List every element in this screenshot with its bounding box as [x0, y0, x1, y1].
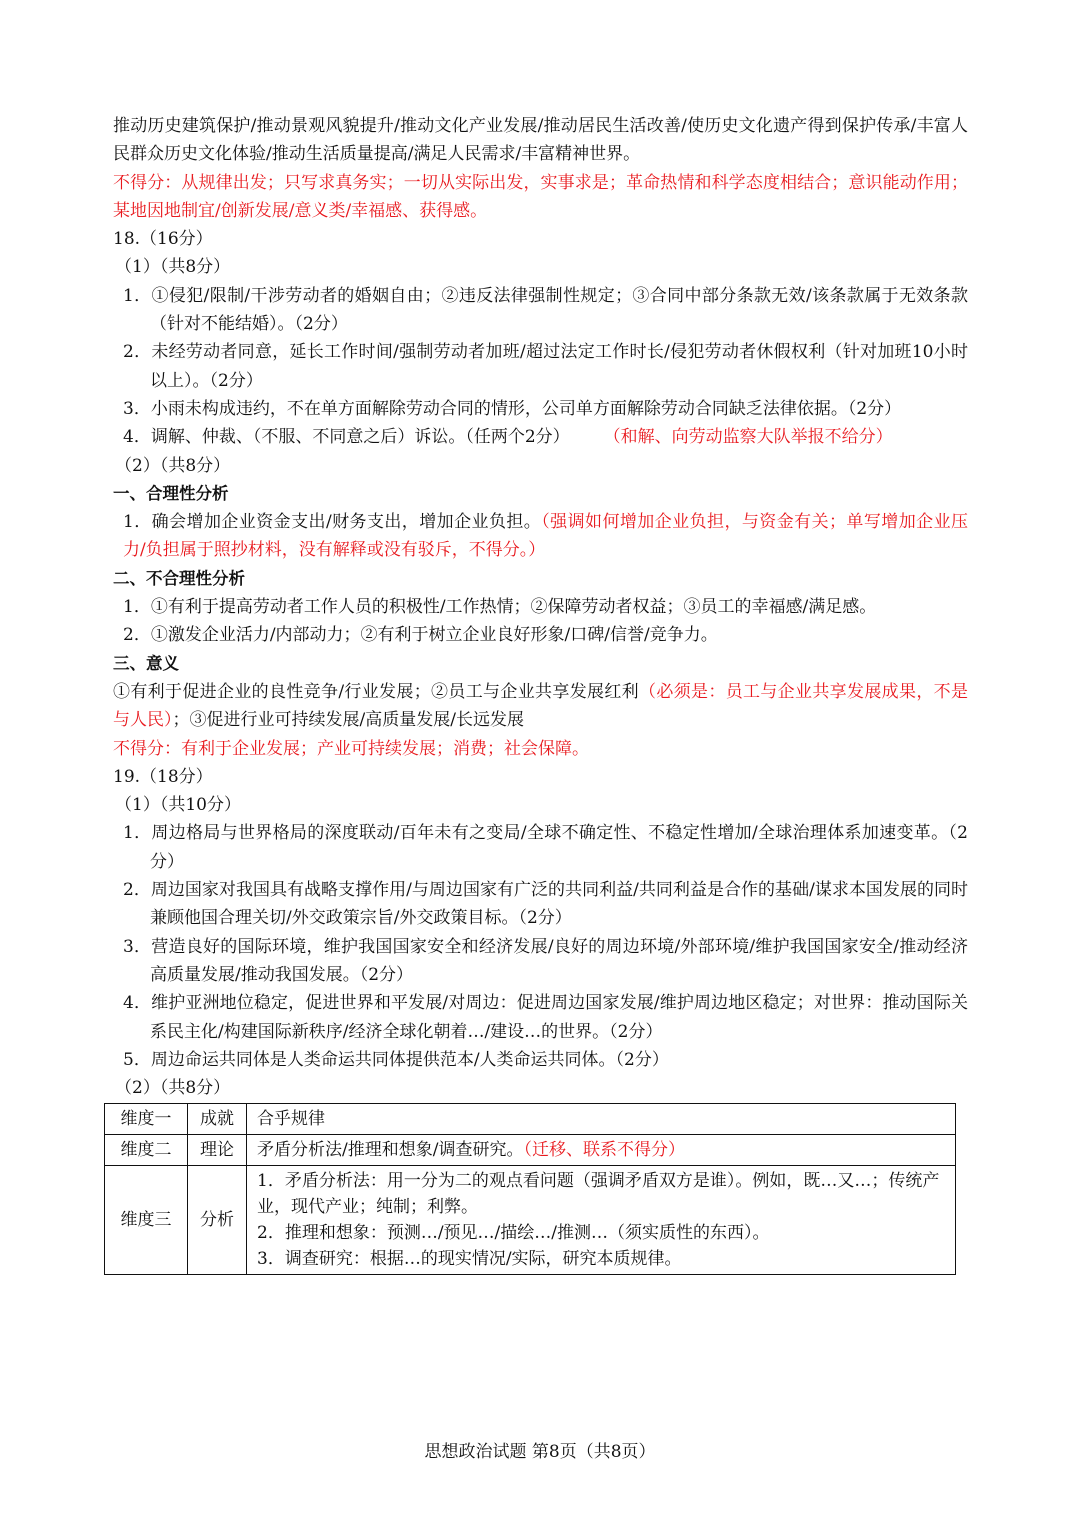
top-nodeduct: 不得分：从规律出发；只写求真务实；一切从实际出发，实事求是；革命热情和科学态度相结合；意识能动作用；某地因地制宜/创新发展/意义类/幸福感、获得感。 [113, 172, 968, 221]
q18-item-4 [113, 423, 968, 451]
q19-item-5: 5．周边命运共同体是人类命运共同体提供范本/人类命运共同体。（2分） [123, 1049, 669, 1070]
table-cell: 分析 [188, 1166, 247, 1275]
table-cell-note: （迁移、联系不得分） [523, 1140, 685, 1161]
q18-item-2: 2．未经劳动者同意，延长工作时间/强制劳动者加班/超过法定工作时长/侵犯劳动者休假权利（针对加班10小时以上）。（2分） [123, 342, 968, 391]
q18-item-3: 3．小雨未构成违约，不在单方面解除劳动合同的情形，公司单方面解除劳动合同缺乏法律依据。（2分） [123, 398, 902, 419]
table-cell-line: 3．调查研究：根据…的现实情况/实际，研究本质规律。 [257, 1249, 682, 1270]
q19-title: 19.（18分） [113, 766, 213, 787]
table-row [105, 1104, 956, 1135]
dimension-table [104, 1103, 956, 1275]
table-cell [247, 1135, 956, 1166]
section3-note: （必须是：员工与企业共享发展成果，不是与人民） [113, 681, 969, 731]
page-footer: 思想政治试题 第8页（共8页） [424, 1442, 656, 1462]
section2-item-2: 2．①激发企业活力/内部动力；②有利于树立企业良好形象/口碑/信誉/竞争力。 [123, 625, 718, 646]
table-cell-line: 1．矛盾分析法：用一分为二的观点看问题（强调矛盾双方是谁）。例如，既…又…；传统产业，现代产业；纯制；利弊。 [257, 1171, 940, 1218]
q19-part2: （2）（共8分） [115, 1078, 231, 1099]
section1-item-note: （强调如何增加企业负担，与资金有关；单写增加企业压力/负担属于照抄材料，没有解释或没有驳斥，不得分。） [123, 512, 968, 561]
q18-part1: （1）（共8分） [115, 257, 231, 278]
table-cell: 维度一 [105, 1104, 188, 1135]
top-text: 推动历史建筑保护/推动景观风貌提升/推动文化产业发展/推动居民生活改善/使历史文化遗产得到保护传承/丰富人民群众历史文化体验/推动生活质量提高/满足人民需求/丰富精神世界。 [113, 116, 968, 165]
table-cell: 维度二 [105, 1135, 188, 1166]
section2-item-1: 1．①有利于提高劳动者工作人员的积极性/工作热情；②保障劳动者权益；③员工的幸福感/满足感。 [123, 597, 877, 618]
table-cell [247, 1166, 956, 1275]
q18-item-1: 1．①侵犯/限制/干涉劳动者的婚姻自由；②违反法律强制性规定；③合同中部分条款无效/该条款属于无效条款（针对不能结婚）。（2分） [123, 285, 968, 335]
q19-item-1: 1．周边格局与世界格局的深度联动/百年未有之变局/全球不确定性、不稳定性增加/全球治理体系加速变革。（2分） [123, 823, 968, 872]
q18-item-4-note: （和解、向劳动监察大队举报不给分） [603, 427, 893, 448]
q18-item-4-text: 4．调解、仲裁、（不服、不同意之后）诉讼。（任两个2分） [123, 427, 570, 448]
table-cell: 成就 [188, 1104, 247, 1135]
q19-item-2: 2．周边国家对我国具有战略支撑作用/与周边国家有广泛的共同利益/共同利益是合作的基础/谋求本国发展的同时兼顾他国合理关切/外交政策宗旨/外交政策目标。（2分） [123, 880, 968, 929]
q19-item-3: 3．营造良好的国际环境，维护我国国家安全和经济发展/良好的周边环境/外部环境/维护我国国家安全/推动经济高质量发展/推动我国发展。（2分） [123, 936, 968, 985]
section1-item [113, 508, 968, 565]
q18-title: 18.（16分） [113, 229, 213, 250]
section3-text-a: ①有利于促进企业的良性竞争/行业发展；②员工与企业共享发展红利 [113, 681, 640, 702]
section-heading-2: 二、不合理性分析 [113, 568, 245, 588]
section-heading-3: 三、意义 [113, 653, 179, 673]
table-cell: 理论 [188, 1135, 247, 1166]
section3-nodeduct: 不得分：有利于企业发展；产业可持续发展；消费；社会保障。 [113, 738, 589, 759]
table-cell-text: 矛盾分析法/推理和想象/调查研究。 [257, 1140, 524, 1161]
section-heading-1: 一、合理性分析 [113, 483, 229, 503]
q19-part1: （1）（共10分） [115, 795, 241, 816]
section1-item-text: 1．确会增加企业资金支出/财务支出，增加企业负担。 [123, 512, 542, 533]
table-cell-line: 2．推理和想象：预测…/预见…/描绘…/推测…（须实质性的东西）。 [257, 1223, 770, 1244]
table-cell: 维度三 [105, 1166, 188, 1275]
q19-item-4: 4．维护亚洲地位稳定，促进世界和平发展/对周边：促进周边国家发展/维护周边地区稳定；对世界：推动国际关系民主化/构建国际新秩序/经济全球化朝着…/建设…的世界。（2分） [123, 993, 968, 1042]
table-cell: 合乎规律 [247, 1104, 956, 1135]
table-row [105, 1135, 956, 1166]
answer-page [113, 112, 968, 1275]
table-row [105, 1166, 956, 1275]
section3-text [113, 678, 968, 735]
q18-part2: （2）（共8分） [115, 455, 231, 476]
section3-text-b: ；③促进行业可持续发展/高质量发展/长远发展 [172, 710, 524, 731]
